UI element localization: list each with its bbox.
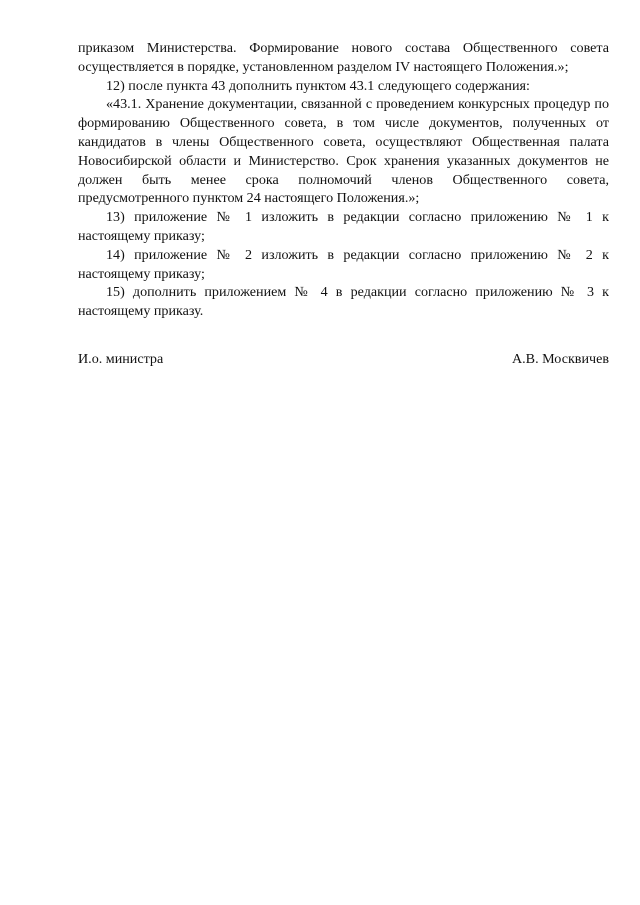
document-body	[78, 39, 609, 321]
signature-name: А.В. Москвичев	[511, 351, 609, 367]
paragraph-quote-43-1: «43.1. Хранение документации, связанной с проведением конкурсных процедур по формированию Общественного совета, в том числе документов, полученных от кандидатов в члены Общественного совета, осуществляют Общественная палата Новосибирской области и Министерство. Срок хранения указанных документов не должен быть менее срока полномочий членов Общественного совета, предусмотренного пунктом 24 настоящего Положения.»;	[78, 96, 609, 207]
paragraph-continuation: приказом Министерства. Формирование нового состава Общественного совета осуществляется в порядке, установленном разделом IV настоящего Положения.»;	[78, 40, 609, 75]
signature-position: И.о. министра	[78, 351, 164, 367]
signature-block	[78, 350, 609, 370]
paragraph-item-15: 15) дополнить приложением № 4 в редакции согласно приложению № 3 к настоящему приказу.	[78, 284, 609, 320]
paragraph-item-13: 13) приложение № 1 изложить в редакции согласно приложению № 1 к настоящему приказу;	[78, 209, 609, 244]
paragraph-item-14: 14) приложение № 2 изложить в редакции согласно приложению № 2 к настоящему приказу;	[78, 246, 609, 282]
paragraph-item-12: 12) после пункта 43 дополнить пунктом 43.1 следующего содержания:	[106, 77, 530, 94]
